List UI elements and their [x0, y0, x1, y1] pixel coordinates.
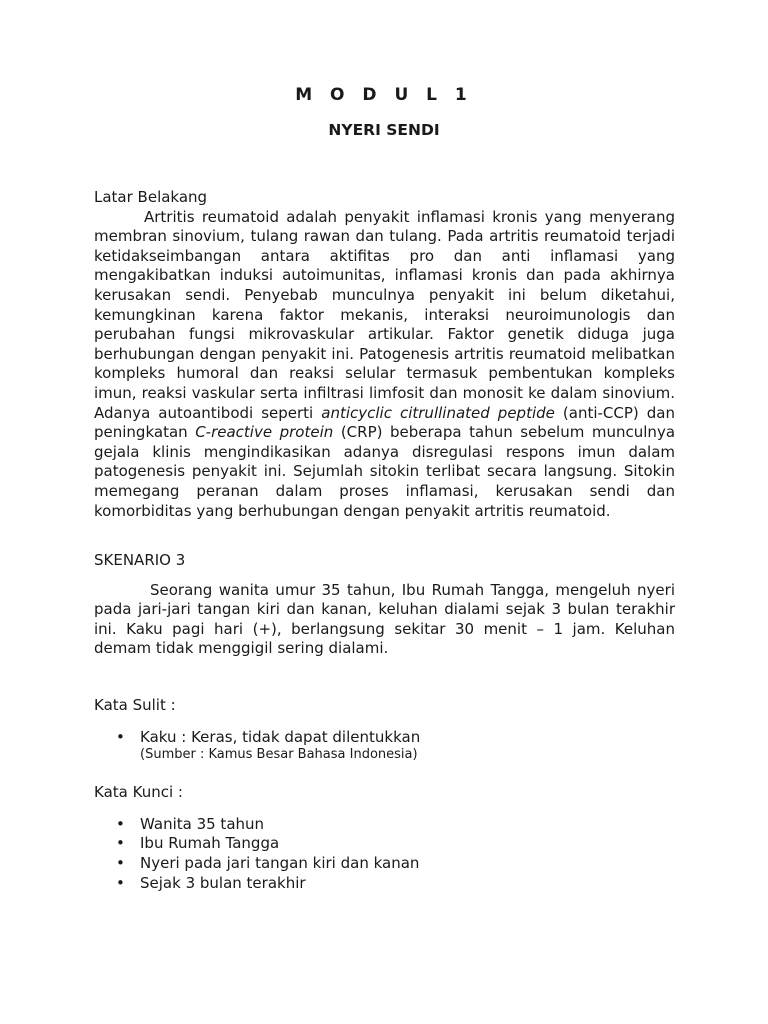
kata-sulit-list	[94, 728, 675, 763]
latar-text-1: Artritis reumatoid adalah penyakit inflamasi kronis yang menyerang membran sinovium, tulang rawan dan tulang. Pada artritis reumatoid terjadi ketidakseimbangan antara aktifitas pro dan anti inflamasi yang mengakibatkan induksi autoimunitas, inflamasi kronis dan pada akhirnya kerusakan sendi. Penyebab munculnya penyakit ini belum diketahui, kemungkinan karena faktor mekanis, interaksi neuroimunologis dan perubahan fungsi mikrovaskular artikular. Faktor genetik diduga juga berhubungan dengan penyakit ini. Patogenesis artritis reumatoid melibatkan kompleks humoral dan reaksi selular termasuk pembentukan kompleks imun, reaksi vaskular serta infiltrasi limfosit dan monosit ke dalam sinovium. Adanya autoantibodi seperti	[94, 207, 675, 422]
module-title: M O D U L 1	[295, 85, 473, 105]
latar-text-2: (anti-CCP) dan peningkatan	[94, 403, 675, 442]
latar-belakang-paragraph	[94, 208, 675, 522]
latar-text-3: (CRP) beberapa tahun sebelum munculnya gejala klinis mengindikasikan adanya disregulasi respons imun dalam patogenesis penyakit ini. Sejumlah sitokin terlibat secara langsung. Sitokin memegang peranan dalam proses inflamasi, kerusakan sendi dan komorbiditas yang berhubungan dengan penyakit artritis reumatoid.	[94, 423, 676, 520]
kata-kunci-heading: Kata Kunci :	[94, 783, 183, 802]
latar-belakang-heading: Latar Belakang	[94, 188, 208, 206]
kata-sulit-source: (Sumber : Kamus Besar Bahasa Indonesia)	[140, 747, 418, 763]
latar-term-anti-ccp: anticyclic citrullinated peptide	[321, 403, 555, 422]
kata-kunci-list	[94, 815, 675, 893]
latar-term-crp: C-reactive protein	[195, 423, 334, 442]
kata-sulit-definition: Kaku : Keras, tidak dapat dilentukkan	[140, 727, 421, 746]
kata-sulit-item	[140, 728, 675, 763]
document-body	[94, 188, 675, 893]
kata-kunci-item: • Nyeri pada jari tangan kiri dan kanan	[140, 854, 675, 874]
kata-sulit-heading: Kata Sulit :	[94, 696, 176, 715]
kata-kunci-item: • Sejak 3 bulan terakhir	[140, 874, 675, 894]
skenario-heading: SKENARIO 3	[94, 551, 186, 570]
kata-kunci-item: • Ibu Rumah Tangga	[140, 834, 675, 854]
kata-kunci-item: • Wanita 35 tahun	[140, 815, 675, 835]
module-subtitle: NYERI SENDI	[328, 121, 440, 139]
skenario-paragraph: Seorang wanita umur 35 tahun, Ibu Rumah Tangga, mengeluh nyeri pada jari-jari tangan kiri dan kanan, keluhan dialami sejak 3 bulan terakhir ini. Kaku pagi hari (+), berlangsung sekitar 30 menit – 1 jam. Keluhan demam tidak menggigil sering dialami.	[94, 580, 675, 658]
